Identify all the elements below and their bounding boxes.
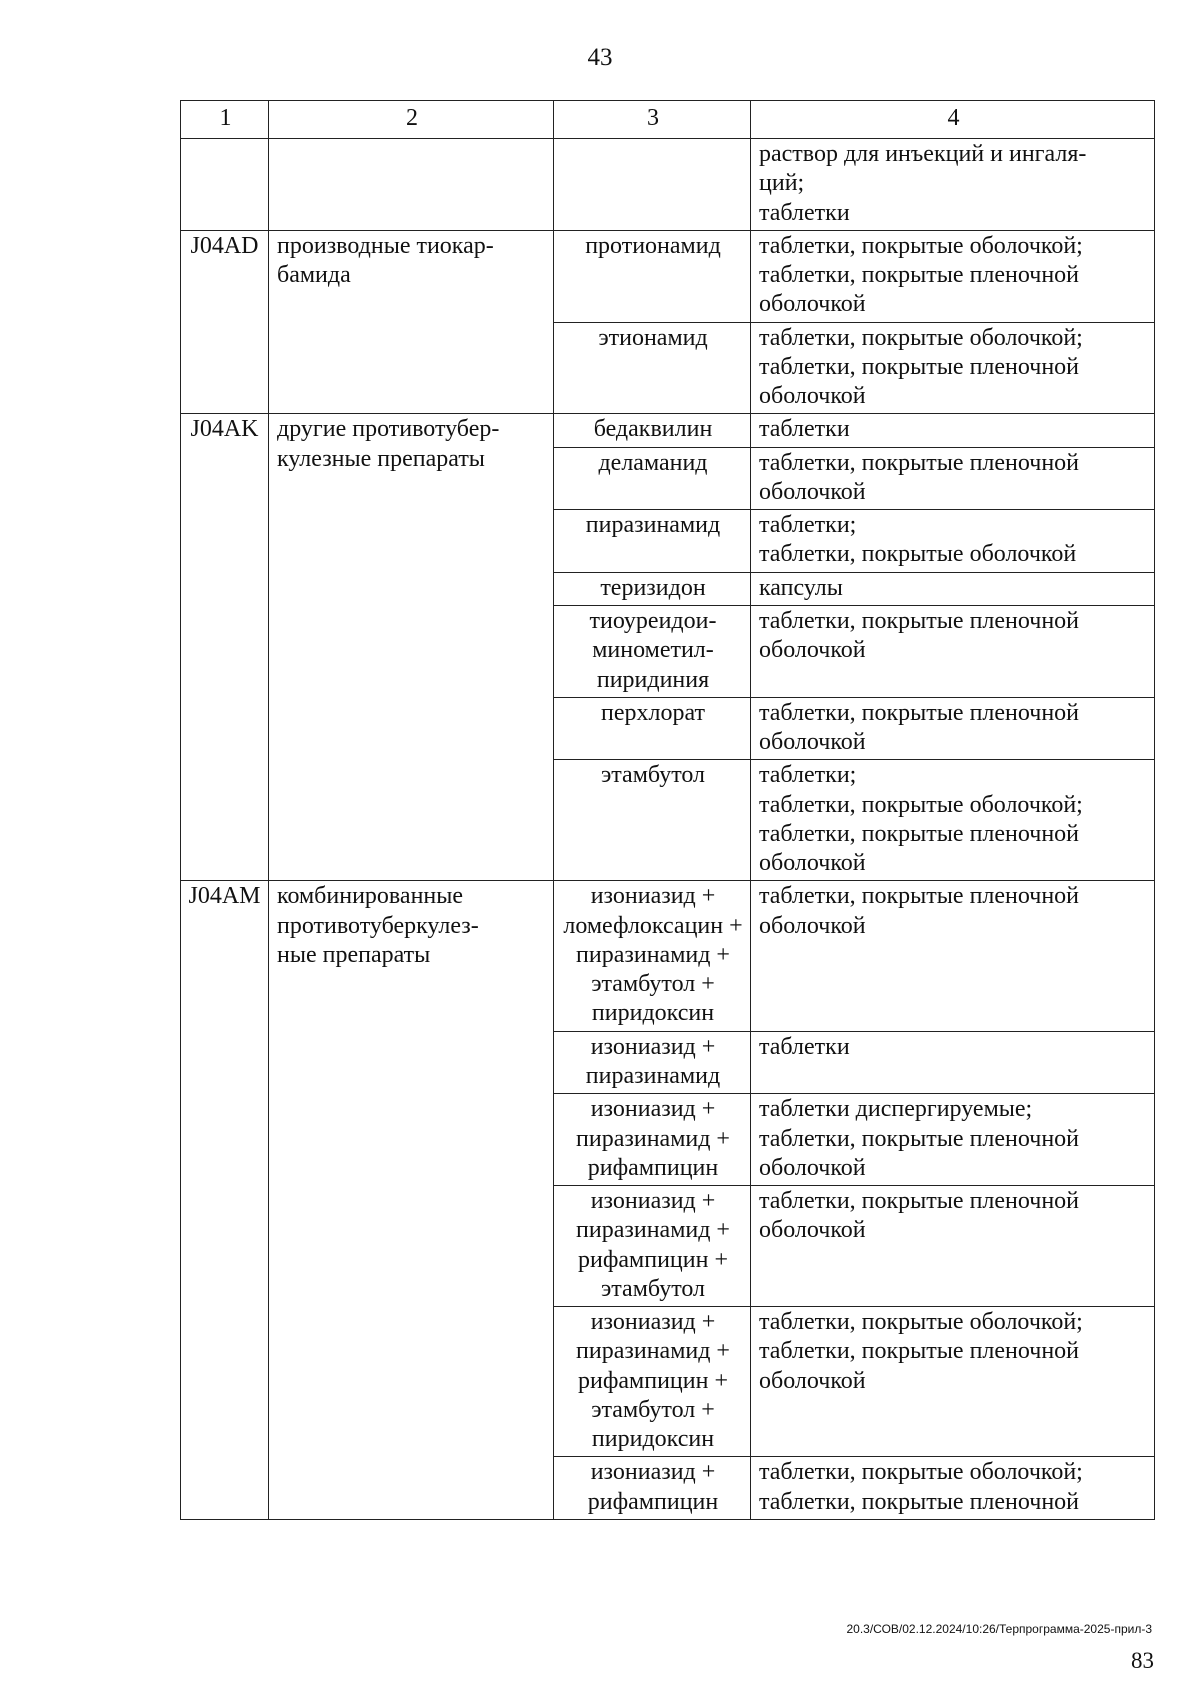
text-line: ные препараты (277, 941, 431, 968)
text-line: этамбутол + (591, 1396, 715, 1423)
text-line: изониазид + (590, 1188, 716, 1215)
text-line: таблетки, покрытые пленочной (759, 1338, 1080, 1365)
text-line: таблетки, покрытые пленочной (759, 1125, 1080, 1152)
text-line: протионамид (585, 232, 721, 259)
text-line: таблетки, покрытые пленочной (759, 449, 1080, 476)
page-number-top: 43 (587, 44, 613, 71)
text-line: таблетки (759, 416, 850, 443)
text-line: оболочкой (759, 291, 866, 318)
text-line: этамбутол + (591, 971, 715, 998)
text-line: этамбутол (600, 762, 706, 789)
dosage-form-cell (751, 414, 1155, 447)
text-line: оболочкой (759, 850, 866, 877)
drug-group-cell (269, 414, 554, 881)
text-line: оболочкой (759, 478, 866, 505)
text-line: ломефлоксацин + (563, 912, 743, 939)
text-line: пиридоксин (591, 1000, 715, 1027)
text-line: таблетки, покрытые оболочкой; (759, 1309, 1083, 1336)
dosage-form-cell (751, 760, 1155, 881)
column-header-2: 2 (269, 101, 554, 139)
text-line: пиразинамид (585, 1062, 721, 1089)
dosage-form-cell (751, 447, 1155, 510)
atc-code-cell: J04AD (181, 230, 269, 414)
dosage-form-cell (751, 1307, 1155, 1457)
text-line: таблетки, покрытые пленочной (759, 820, 1080, 847)
text-line: таблетки, покрытые оболочкой; (759, 232, 1083, 259)
text-line: таблетки диспергируемые; (759, 1096, 1033, 1123)
text-line: оболочкой (759, 1367, 866, 1394)
table-header-row (181, 101, 1155, 139)
text-line: таблетки, покрытые пленочной (759, 262, 1080, 289)
text-line: перхлорат (601, 699, 705, 726)
text-line: пиридоксин (591, 1426, 715, 1453)
text-line: таблетки, покрытые пленочной (759, 699, 1080, 726)
text-line: таблетки; (759, 512, 857, 539)
drug-name-cell (554, 322, 751, 414)
table-row (181, 414, 1155, 447)
text-line: таблетки (759, 199, 850, 226)
dosage-form-cell (751, 1094, 1155, 1186)
text-line: таблетки, покрытые оболочкой (759, 541, 1077, 568)
text-line: пиридиния (596, 666, 710, 693)
text-line: изониазид + (590, 883, 716, 910)
text-line: таблетки, покрытые оболочкой; (759, 791, 1083, 818)
text-line: бедаквилин (593, 416, 713, 443)
text-line: пиразинамид + (576, 1217, 730, 1244)
text-line: таблетки, покрытые пленочной (759, 353, 1080, 380)
text-line: оболочкой (759, 383, 866, 410)
text-line: деламанид (598, 449, 708, 476)
text-line: оболочкой (759, 1217, 866, 1244)
text-line: таблетки (759, 1033, 850, 1060)
table-body (181, 139, 1155, 1520)
table-row (181, 139, 1155, 231)
dosage-form-cell (751, 572, 1155, 605)
drug-name-cell (554, 447, 751, 510)
text-line: оболочкой (759, 1154, 866, 1181)
atc-code-cell: J04AK (181, 414, 269, 881)
dosage-form-cell (751, 1457, 1155, 1520)
text-line: противотуберкулез- (277, 912, 479, 939)
column-header-3: 3 (554, 101, 751, 139)
text-line: изониазид + (590, 1096, 716, 1123)
document-reference-code: 20.3/СОВ/02.12.2024/10:26/Терпрограмма-2025-прил-3 (846, 1622, 1152, 1636)
text-line: этамбутол (600, 1275, 706, 1302)
dosage-form-cell (751, 510, 1155, 573)
dosage-form-cell (751, 697, 1155, 760)
drug-name-cell (554, 697, 751, 760)
medication-table (180, 100, 1155, 1520)
text-line: другие противотубер- (277, 416, 500, 443)
drug-name-cell (554, 881, 751, 1031)
text-line: оболочкой (759, 637, 866, 664)
text-line: минометил- (592, 637, 714, 664)
drug-name-cell (554, 510, 751, 573)
text-line: пиразинамид + (576, 1338, 730, 1365)
drug-group-cell (269, 881, 554, 1520)
page-number-bottom: 83 (1131, 1648, 1154, 1673)
drug-name-cell (554, 139, 751, 231)
drug-name-cell (554, 572, 751, 605)
text-line: капсулы (759, 574, 843, 601)
text-line: пиразинамид + (576, 1125, 730, 1152)
drug-name-cell (554, 1186, 751, 1307)
column-header-1: 1 (181, 101, 269, 139)
text-line: таблетки, покрытые пленочной (759, 883, 1080, 910)
text-line: таблетки, покрытые оболочкой; (759, 324, 1083, 351)
drug-name-cell (554, 605, 751, 697)
drug-name-cell (554, 1094, 751, 1186)
drug-name-cell (554, 414, 751, 447)
text-line: таблетки, покрытые пленочной (759, 1488, 1080, 1515)
drug-name-cell (554, 230, 751, 322)
text-line: комбинированные (277, 883, 464, 910)
drug-name-cell (554, 1031, 751, 1094)
drug-name-cell (554, 760, 751, 881)
dosage-form-cell (751, 1031, 1155, 1094)
drug-group-cell (269, 230, 554, 414)
dosage-form-cell (751, 230, 1155, 322)
text-line: пиразинамид + (576, 941, 730, 968)
text-line: изониазид + (590, 1309, 716, 1336)
text-line: этионамид (598, 324, 708, 351)
dosage-form-cell (751, 605, 1155, 697)
table-row (181, 230, 1155, 322)
text-line: рифампицин (587, 1154, 719, 1181)
text-line: бамида (277, 262, 351, 289)
text-line: рифампицин (587, 1488, 719, 1515)
drug-name-cell (554, 1307, 751, 1457)
dosage-form-cell (751, 881, 1155, 1031)
text-line: кулезные препараты (277, 445, 485, 472)
text-line: рифампицин + (578, 1246, 728, 1273)
atc-code-cell: J04AM (181, 881, 269, 1520)
text-line: тиоуреидои- (589, 607, 717, 634)
text-line: таблетки, покрытые пленочной (759, 1188, 1080, 1215)
text-line: таблетки, покрытые пленочной (759, 607, 1080, 634)
text-line: изониазид + (590, 1033, 716, 1060)
dosage-form-cell (751, 139, 1155, 231)
text-line: пиразинамид (585, 512, 721, 539)
column-header-4: 4 (751, 101, 1155, 139)
text-line: таблетки, покрытые оболочкой; (759, 1459, 1083, 1486)
text-line: таблетки; (759, 762, 857, 789)
text-line: изониазид + (590, 1459, 716, 1486)
dosage-form-cell (751, 322, 1155, 414)
text-line: оболочкой (759, 729, 866, 756)
text-line: производные тиокар- (277, 232, 494, 259)
drug-group-cell (269, 139, 554, 231)
text-line: рифампицин + (578, 1367, 728, 1394)
text-line: раствор для инъекций и ингаля- (759, 141, 1087, 167)
text-line: оболочкой (759, 912, 866, 939)
atc-code-cell (181, 139, 269, 231)
dosage-form-cell (751, 1186, 1155, 1307)
drug-name-cell (554, 1457, 751, 1520)
text-line: теризидон (600, 574, 706, 601)
table-row (181, 881, 1155, 1031)
text-line: ций; (759, 170, 805, 197)
